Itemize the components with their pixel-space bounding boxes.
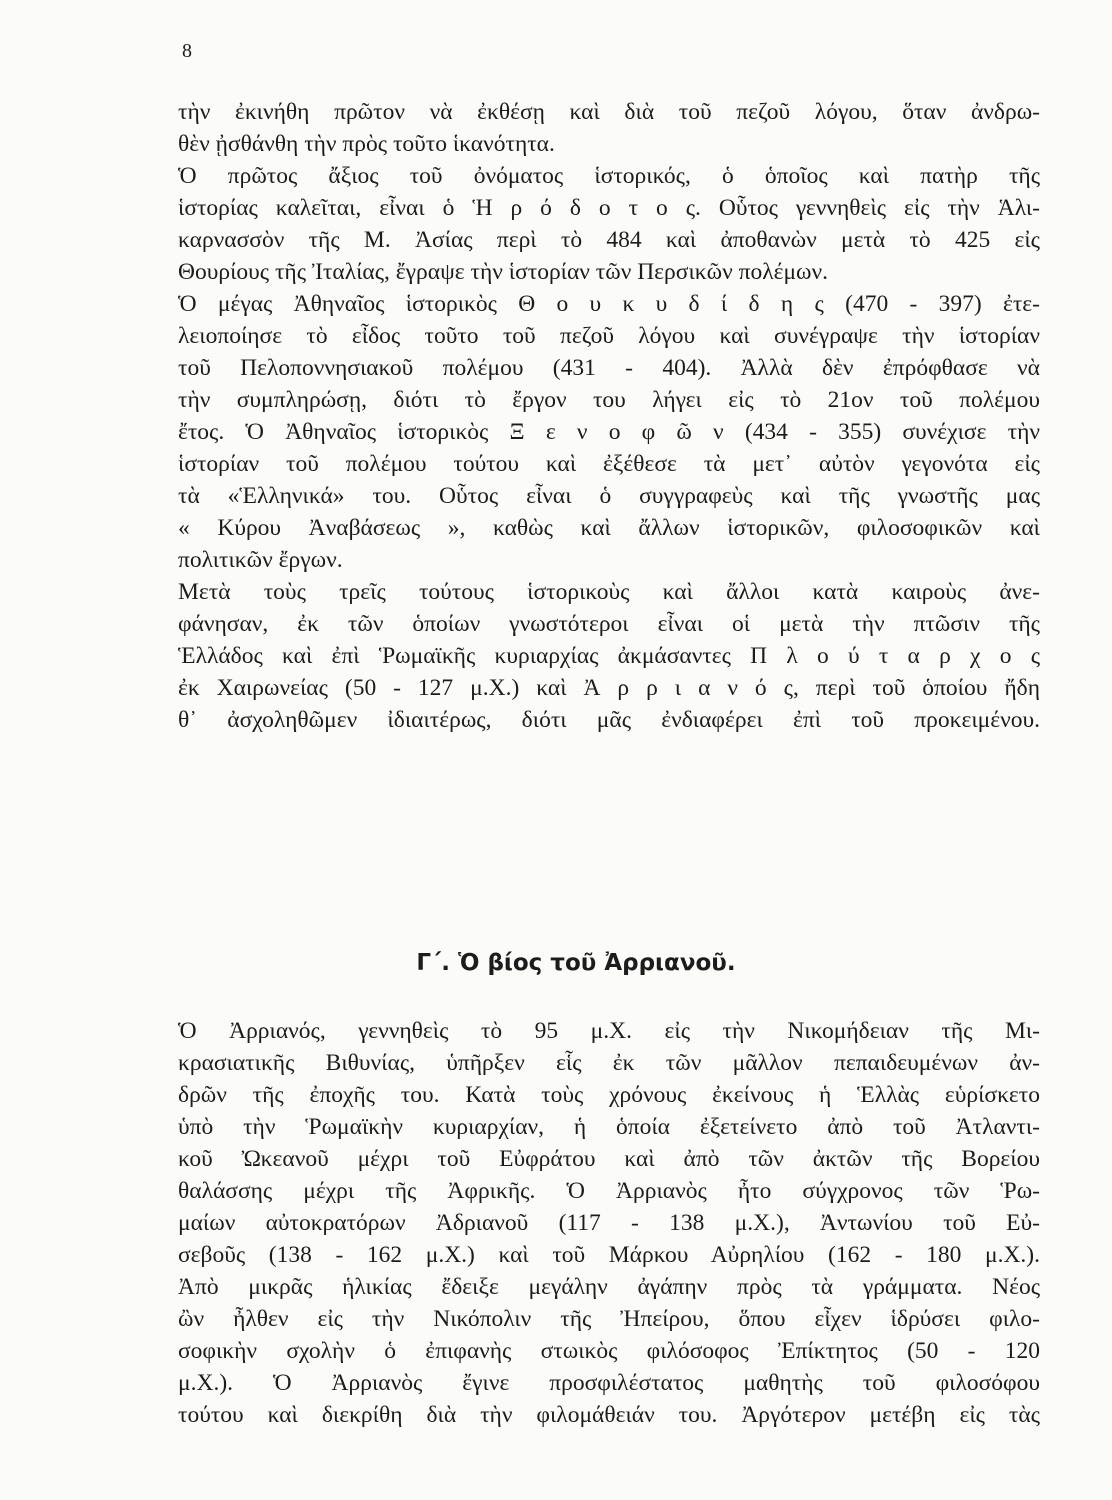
text-line: δρῶν τῆς ἐποχῆς του. Κατὰ τοὺς χρόνους ἐκείνους ἡ Ἑλλὰς εὑρίσκετο xyxy=(178,1082,1040,1108)
text-line: ἱστορίας καλεῖται, εἶναι ὁ Ἡ ρ ό δ ο τ ο ς. Οὗτος γεννηθεὶς εἰς τὴν Ἁλι- xyxy=(178,195,1040,221)
text-line: τὴν συμπληρώσῃ, διότι τὸ ἔργον του λήγει εἰς τὸ 21ον τοῦ πολέμου xyxy=(178,387,1040,413)
text-block-historians xyxy=(178,96,1040,736)
text-line: Μετὰ τοὺς τρεῖς τούτους ἱστορικοὺς καὶ ἄλλοι κατὰ καιροὺς ἀνε- xyxy=(178,579,1040,605)
text-line: ἱστορίαν τοῦ πολέμου τούτου καὶ ἐξέθεσε τὰ μετ᾽ αὐτὸν γεγονότα εἰς xyxy=(178,451,1040,477)
text-line: σεβοῦς (138 - 162 μ.Χ.) καὶ τοῦ Μάρκου Αὐρηλίου (162 - 180 μ.Χ.). xyxy=(178,1242,1040,1268)
text-line: φάνησαν, ἐκ τῶν ὁποίων γνωστότεροι εἶναι οἱ μετὰ τὴν πτῶσιν τῆς xyxy=(178,611,1040,637)
text-line: ὢν ἦλθεν εἰς τὴν Νικόπολιν τῆς Ἠπείρου, ὅπου εἶχεν ἱδρύσει φιλο- xyxy=(178,1306,1040,1332)
text-line: ἐκ Χαιρωνείας (50 - 127 μ.Χ.) καὶ Ἀ ρ ρ ι α ν ό ς, περὶ τοῦ ὁποίου ἤδη xyxy=(178,675,1040,701)
text-line: τὴν ἐκινήθη πρῶτον νὰ ἐκθέσῃ καὶ διὰ τοῦ πεζοῦ λόγου, ὅταν ἀνδρω- xyxy=(178,99,1040,125)
text-line: μ.Χ.). Ὁ Ἀρριανὸς ἔγινε προσφιλέστατος μαθητὴς τοῦ φιλοσόφου xyxy=(178,1370,1040,1396)
text-line: τοῦ Πελοποννησιακοῦ πολέμου (431 - 404). Ἀλλὰ δὲν ἐπρόφθασε νὰ xyxy=(178,355,1040,381)
text-line: Ὁ πρῶτος ἄξιος τοῦ ὀνόματος ἱστορικός, ὁ ὁποῖος καὶ πατὴρ τῆς xyxy=(178,163,1040,189)
text-line: ὑπὸ τὴν Ῥωμαϊκὴν κυριαρχίαν, ἡ ὁποία ἐξετείνετο ἀπὸ τοῦ Ἀτλαντι- xyxy=(178,1114,1040,1140)
text-line: κρασιατικῆς Βιθυνίας, ὑπῆρξεν εἷς ἐκ τῶν μᾶλλον πεπαιδευμένων ἀν- xyxy=(178,1050,1040,1076)
text-line: καρνασσὸν τῆς Μ. Ἀσίας περὶ τὸ 484 καὶ ἀποθανὼν μετὰ τὸ 425 εἰς xyxy=(178,227,1040,253)
text-block-arrian-life xyxy=(178,1015,1040,1431)
text-line: πολιτικῶν ἔργων. xyxy=(178,547,343,573)
text-line: μαίων αὐτοκρατόρων Ἀδριανοῦ (117 - 138 μ.Χ.), Ἀντωνίου τοῦ Εὐ- xyxy=(178,1210,1040,1236)
text-line: Θουρίους τῆς Ἰταλίας, ἔγραψε τὴν ἱστορίαν τῶν Περσικῶν πολέμων. xyxy=(178,259,829,285)
page-number: 8 xyxy=(182,40,192,62)
text-line: Ἑλλάδος καὶ ἐπὶ Ῥωμαϊκῆς κυριαρχίας ἀκμάσαντες Π λ ο ύ τ α ρ χ ο ς xyxy=(178,643,1040,669)
text-line: « Κύρου Ἀναβάσεως », καθὼς καὶ ἄλλων ἱστορικῶν, φιλοσοφικῶν καὶ xyxy=(178,515,1040,541)
text-line: θ᾽ ἀσχοληθῶμεν ἰδιαιτέρως, διότι μᾶς ἐνδιαφέρει ἐπὶ τοῦ προκειμένου. xyxy=(178,707,1040,733)
text-line: τούτου καὶ διεκρίθη διὰ τὴν φιλομάθειάν του. Ἀργότερον μετέβη εἰς τὰς xyxy=(178,1402,1040,1428)
text-line: σοφικὴν σχολὴν ὁ ἐπιφανὴς στωικὸς φιλόσοφος Ἐπίκτητος (50 - 120 xyxy=(178,1338,1040,1364)
text-line: Ὁ μέγας Ἀθηναῖος ἱστορικὸς Θ ο υ κ υ δ ί δ η ς (470 - 397) ἐτε- xyxy=(178,291,1040,317)
text-line: λειοποίησε τὸ εἶδος τοῦτο τοῦ πεζοῦ λόγου καὶ συνέγραψε τὴν ἱστορίαν xyxy=(178,323,1040,349)
text-line: ἔτος. Ὁ Ἀθηναῖος ἱστορικὸς Ξ ε ν ο φ ῶ ν (434 - 355) συνέχισε τὴν xyxy=(178,419,1040,445)
section-heading: Γ΄. Ὁ βίος τοῦ Ἀρριανοῦ. xyxy=(416,950,736,976)
text-line: τὰ «Ἑλληνικά» του. Οὗτος εἶναι ὁ συγγραφεὺς καὶ τῆς γνωστῆς μας xyxy=(178,483,1040,509)
text-line: Ὁ Ἀρριανός, γεννηθεὶς τὸ 95 μ.Χ. εἰς τὴν Νικομήδειαν τῆς Μι- xyxy=(178,1018,1040,1044)
text-line: κοῦ Ὠκεανοῦ μέχρι τοῦ Εὐφράτου καὶ ἀπὸ τῶν ἀκτῶν τῆς Βορείου xyxy=(178,1146,1040,1172)
text-line: θὲν ᾐσθάνθη τὴν πρὸς τοῦτο ἱκανότητα. xyxy=(178,131,555,157)
text-line: Ἀπὸ μικρᾶς ἡλικίας ἔδειξε μεγάλην ἀγάπην πρὸς τὰ γράμματα. Νέος xyxy=(178,1274,1040,1300)
text-line: θαλάσσης μέχρι τῆς Ἀφρικῆς. Ὁ Ἀρριανὸς ἦτο σύγχρονος τῶν Ῥω- xyxy=(178,1178,1040,1204)
